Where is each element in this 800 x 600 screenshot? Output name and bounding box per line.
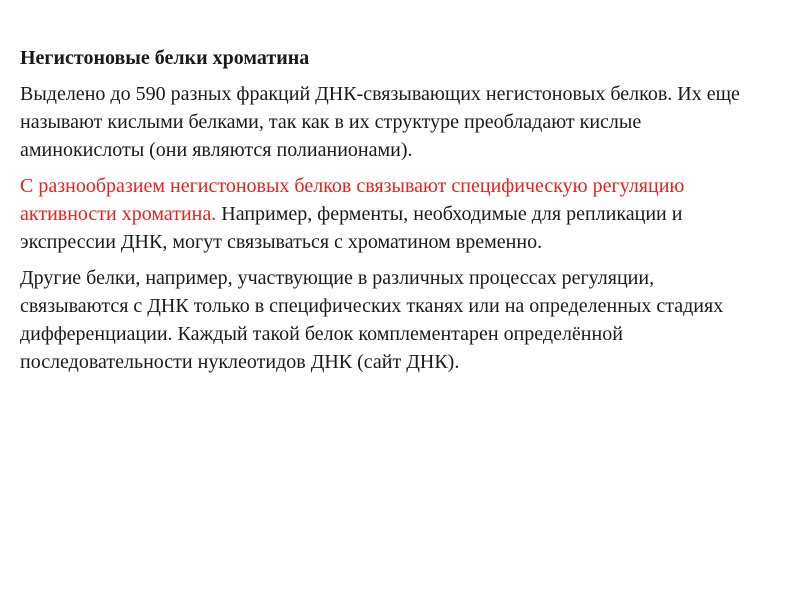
paragraph-2-text: Например, ферменты, необходимые для репликации и экспрессии ДНК, могут связываться с хроматином временно. — [20, 203, 683, 253]
paragraph-2 — [20, 172, 748, 256]
paragraph-1 — [20, 80, 748, 164]
paragraph-1-text: Выделено до 590 разных фракций ДНК-связывающих негистоновых белков. Их еще называют кислыми белками, так как в их структуре преобладают кислые аминокислоты (они являются полианионами). — [20, 83, 740, 161]
paragraph-2-highlight: С разнообразием негистоновых белков связывают специфическую регуляцию активности хроматина. — [20, 175, 685, 225]
paragraph-3 — [20, 264, 748, 376]
paragraph-3-text: Другие белки, например, участвующие в различных процессах регуляции, связываются с ДНК только в специфических тканях или на определенных стадиях дифференциации. Каждый такой белок комплементарен определённой последовательности нуклеотидов ДНК (сайт ДНК). — [20, 267, 724, 373]
slide-title: Негистоновые белки хроматина — [20, 47, 310, 69]
